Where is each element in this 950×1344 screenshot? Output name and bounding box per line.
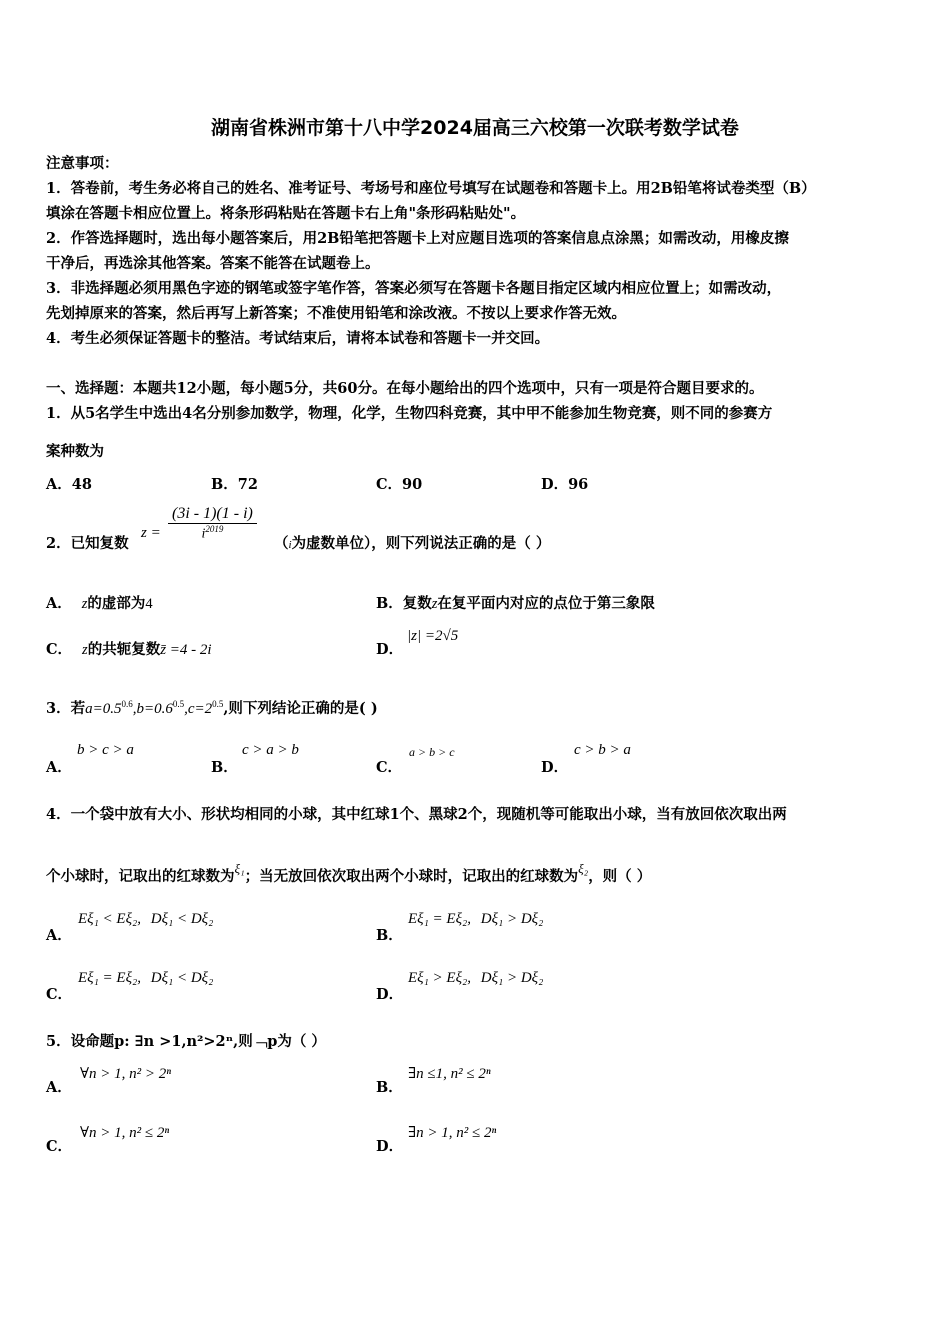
notice-line: 1．答卷前，考生务必将自己的姓名、准考证号、考场号和座位号填写在试题卷和答题卡上。用2B铅笔将试卷类型（B） — [46, 180, 816, 197]
q2-z-eq: z = — [141, 525, 161, 541]
question-3-stem: 3．若$a=0.5^{0.6},b=0.6^{0.5},c=2^{0.5}$,则下列结论正确的是( ) — [46, 699, 378, 717]
notice-heading: 注意事项： — [46, 155, 119, 172]
q4-option-c-label: C． — [46, 986, 73, 1003]
question-1-stem: 1．从5名学生中选出4名分别参加数学，物理，化学，生物四科竞赛，其中甲不能参加生物竞赛，则不同的参赛方 — [46, 405, 773, 422]
q5-option-c: ∀n > 1, n² ≤ 2ⁿ — [80, 1125, 170, 1141]
q5-option-d-label: D． — [376, 1138, 404, 1155]
q3-option-d-label: D． — [541, 759, 569, 776]
q3-option-c-label: C． — [376, 759, 403, 776]
q2-option-a: A． z的虚部为4 — [46, 595, 153, 612]
q1-option-b: B．72 — [211, 476, 258, 493]
q4-option-d: Eξ₁ > Eξ₂, Dξ₁ > Dξ₂ — [408, 970, 544, 986]
q4-option-d-label: D． — [376, 986, 404, 1003]
notice-line: 先划掉原来的答案，然后再写上新答案；不准使用铅笔和涂改液。不按以上要求作答无效。 — [46, 305, 626, 322]
q5-option-d: ∃n > 1, n² ≤ 2ⁿ — [408, 1125, 497, 1141]
question-1-stem-cont: 案种数为 — [46, 443, 104, 460]
question-5-stem: 5．设命题p: ∃n >1,n²>2ⁿ,则﹁p为（ ） — [46, 1033, 326, 1050]
q5-option-b: ∃n ≤1, n² ≤ 2ⁿ — [408, 1066, 491, 1082]
notice-line: 干净后，再选涂其他答案。答案不能答在试题卷上。 — [46, 255, 380, 272]
q4-option-b: Eξ₁ = Eξ₂, Dξ₁ > Dξ₂ — [408, 911, 544, 927]
q2-suffix: （i为虚数单位），则下列说法正确的是（ ） — [274, 535, 551, 552]
q2-denominator: $i^{2019}$ — [201, 524, 224, 542]
q1-option-d: D．96 — [541, 476, 589, 493]
page-title: 湖南省株洲市第十八中学2024届高三六校第一次联考数学试卷 — [211, 117, 739, 139]
q5-option-c-label: C． — [46, 1138, 73, 1155]
q1-option-c: C．90 — [376, 476, 423, 493]
question-4-stem: 4．一个袋中放有大小、形状均相同的小球，其中红球1个、黑球2个，现随机等可能取出小球，当有放回依次取出两 — [46, 806, 787, 823]
q5-option-a-label: A． — [46, 1079, 72, 1096]
notice-line: 2．作答选择题时，选出每小题答案后，用2B铅笔把答题卡上对应题目选项的答案信息点涂黑；如需改动，用橡皮擦 — [46, 230, 789, 247]
q3-option-c: a > b > c — [409, 745, 455, 759]
q3-option-b: c > a > b — [242, 742, 299, 758]
q2-fraction — [168, 505, 257, 543]
notice-line: 填涂在答题卡相应位置上。将条形码粘贴在答题卡右上角"条形码粘贴处"。 — [46, 205, 526, 222]
q2-numerator: (3i - 1)(1 - i) — [168, 505, 257, 524]
q3-option-b-label: B． — [211, 759, 238, 776]
q3-option-a: b > c > a — [77, 742, 134, 758]
q1-option-a: A．48 — [46, 476, 92, 493]
q2-option-d-formula: |z| =2√5 — [407, 628, 459, 644]
notice-line: 3．非选择题必须用黑色字迹的钢笔或签字笔作答，答案必须写在答题卡各题目指定区域内相应位置上；如需改动， — [46, 280, 782, 297]
q4-option-a: Eξ₁ < Eξ₂, Dξ₁ < Dξ₂ — [78, 911, 214, 927]
q5-option-a: ∀n > 1, n² > 2ⁿ — [80, 1066, 172, 1082]
q2-option-d: D． — [376, 641, 404, 658]
q5-option-b-label: B． — [376, 1079, 403, 1096]
q4-option-a-label: A． — [46, 927, 72, 944]
notice-line: 4．考生必须保证答题卡的整洁。考试结束后，请将本试卷和答题卡一并交回。 — [46, 330, 550, 347]
q3-option-a-label: A． — [46, 759, 72, 776]
q3-option-d: c > b > a — [574, 742, 631, 758]
q4-option-b-label: B． — [376, 927, 403, 944]
question-4-stem-cont: 个小球时，记取出的红球数为ξ₁；当无放回依次取出两个小球时，记取出的红球数为ξ₂，则（ ） — [46, 861, 652, 885]
section-heading: 一、选择题：本题共12小题，每小题5分，共60分。在每小题给出的四个选项中，只有一项是符合题目要求的。 — [46, 380, 764, 397]
q2-option-c: C． z的共轭复数z̄ =4 - 2i — [46, 641, 212, 658]
question-2-prefix: 2．已知复数 — [46, 535, 129, 552]
q4-option-c: Eξ₁ = Eξ₂, Dξ₁ < Dξ₂ — [78, 970, 214, 986]
q2-option-b: B．复数z在复平面内对应的点位于第三象限 — [376, 595, 655, 612]
